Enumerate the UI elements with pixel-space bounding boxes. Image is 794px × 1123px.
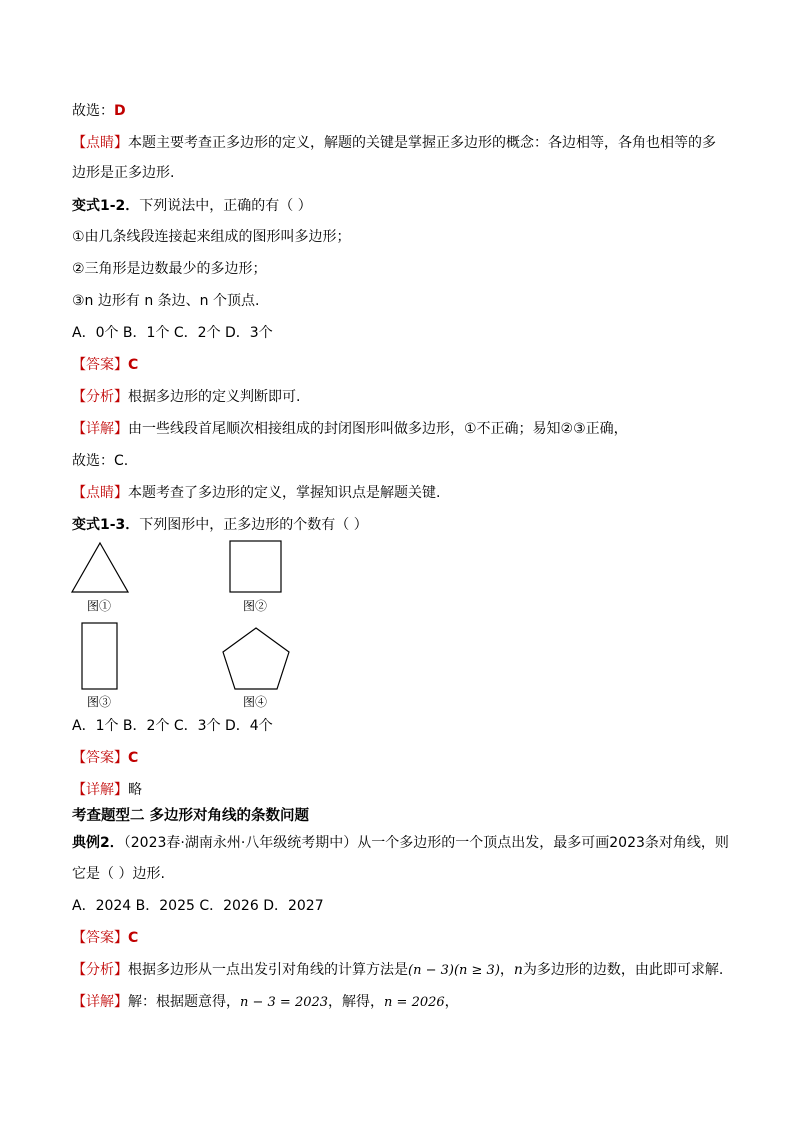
figure-3-caption: 图③ [87, 695, 112, 709]
detail-text: 略 [128, 782, 142, 798]
key-point-text: 本题主要考查正多边形的定义，解题的关键是掌握正多边形的概念：各边相等，各角也相等的多 [128, 135, 716, 151]
analysis-text-2: ， [499, 962, 514, 978]
detail-label: 【详解】 [72, 994, 128, 1010]
equation-1: n − 3 = 2023 [240, 995, 329, 1010]
options-2: A．2024 B．2025 C．2026 D．2027 [72, 898, 324, 914]
detail-text: 由一些线段首尾顺次相接组成的封闭图形叫做多边形，①不正确；易知②③正确， [128, 421, 628, 437]
answer-value: C [128, 750, 139, 766]
detail-1-3 [72, 780, 142, 800]
answer-choice-line [72, 101, 126, 121]
figure-2-caption: 图② [243, 599, 268, 613]
question-1-2 [72, 196, 312, 216]
analysis-text-3: 为多边形的边数，由此即可求解. [522, 962, 724, 978]
answer-2 [72, 928, 138, 948]
statement-2: ②三角形是边数最少的多边形； [72, 261, 267, 277]
answer-label: 【答案】 [72, 930, 128, 946]
detail-1-2 [72, 419, 628, 439]
rectangle-figure [81, 622, 119, 690]
example-2-text: （2023春·湖南永州·八年级统考期中）从一个多边形的一个顶点出发，最多可画2023条对角线，则 [123, 835, 729, 851]
key-point-label: 【点睛】 [72, 485, 128, 501]
key-point-label: 【点睛】 [72, 135, 128, 151]
options-1-3: A．1个 B．2个 C．3个 D．4个 [72, 718, 273, 734]
detail-label: 【详解】 [72, 782, 128, 798]
formula-diagonals: (n − 3)(n ≥ 3) [408, 963, 500, 978]
question-1-3 [72, 515, 368, 535]
answer-label: 【答案】 [72, 357, 128, 373]
options-1-2: A．0个 B．1个 C．2个 D．3个 [72, 325, 273, 341]
answer-value: C [128, 357, 139, 373]
analysis-label: 【分析】 [72, 962, 128, 978]
answer-value: C [128, 930, 139, 946]
analysis-label: 【分析】 [72, 389, 128, 405]
answer-choice-value: D [114, 103, 126, 119]
square-figure [229, 540, 283, 594]
answer-1-2 [72, 355, 138, 375]
triangle-figure [70, 542, 130, 594]
analysis-text: 根据多边形的定义判断即可. [128, 389, 301, 405]
detail-text-3: ， [444, 994, 459, 1010]
question-1-3-text: 下列图形中，正多边形的个数有（ ） [139, 517, 368, 533]
question-1-3-title: 变式1-3． [72, 517, 140, 533]
answer-1-3 [72, 748, 138, 768]
question-1-2-title: 变式1-2． [72, 198, 140, 214]
key-point-text: 本题考查了多边形的定义，掌握知识点是解题关键. [128, 485, 441, 501]
detail-text-2: ，解得， [328, 994, 385, 1010]
statement-3: ③n 边形有 n 条边、n 个顶点. [72, 293, 260, 309]
detail-text-1: 解：根据题意得， [128, 994, 240, 1010]
detail-label: 【详解】 [72, 421, 128, 437]
figure-1-caption: 图① [87, 599, 112, 613]
analysis-text-1: 根据多边形从一点出发引对角线的计算方法是 [128, 962, 408, 978]
variable-n: n [513, 962, 523, 978]
example-2 [72, 833, 729, 853]
statement-1: ①由几条线段连接起来组成的图形叫多边形； [72, 229, 351, 245]
section-heading: 考查题型二 多边形对角线的条数问题 [72, 808, 310, 824]
answer-choice-label: 故选： [72, 103, 114, 119]
example-2-title: 典例2． [72, 835, 124, 851]
selection-1-2: 故选：C. [72, 453, 129, 469]
analysis-1-2 [72, 387, 300, 407]
pentagon-figure [221, 627, 291, 691]
figure-4-caption: 图④ [243, 695, 268, 709]
key-point-continuation: 边形是正多边形. [72, 165, 175, 181]
equation-2: n = 2026 [384, 995, 445, 1010]
key-point-line [72, 133, 716, 153]
detail-2 [72, 992, 459, 1013]
key-point-1-2 [72, 483, 440, 503]
example-2-continuation: 它是（ ）边形. [72, 866, 165, 882]
analysis-2 [72, 960, 723, 981]
answer-label: 【答案】 [72, 750, 128, 766]
question-1-2-text: 下列说法中，正确的有（ ） [139, 198, 312, 214]
